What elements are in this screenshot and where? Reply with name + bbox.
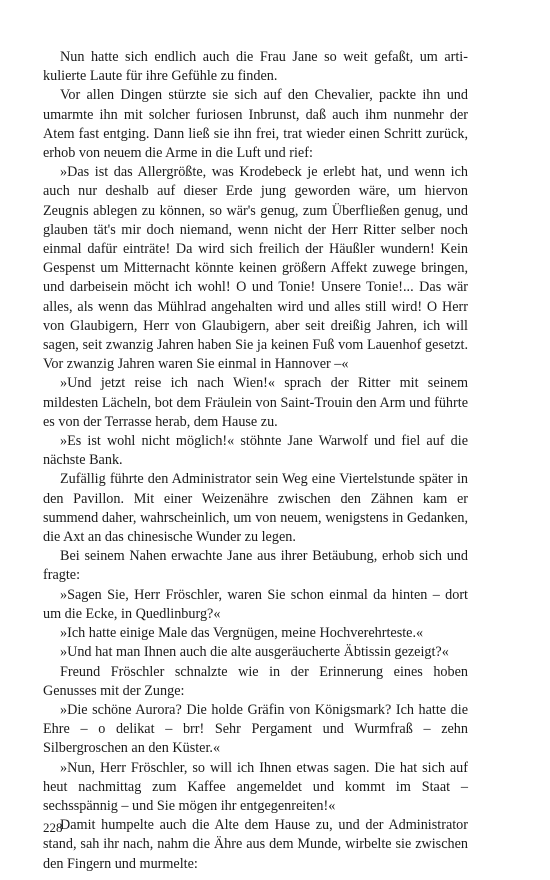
paragraph: »Es ist wohl nicht möglich!« stöhnte Jane Warwolf und fiel auf die nächste Bank. (43, 433, 468, 469)
paragraph: Freund Fröschler schnalzte wie in der Erinnerung eines hoben Genusses mit der Zunge: (43, 663, 468, 699)
page-number: 228 (43, 820, 63, 835)
paragraph: Damit humpelte auch die Alte dem Hause zu, und der Administrator stand, sah ihr nach, nahm die Ähre aus dem Munde, wirbelte sie zwischen den Fingern und murmelte: (43, 817, 468, 872)
page-body (43, 48, 468, 874)
paragraph: Bei seinem Nahen erwachte Jane aus ihrer Betäubung, erhob sich und fragte: (43, 548, 468, 584)
paragraph: »Die schöne Aurora? Die holde Gräfin von Königsmark? Ich hatte die Ehre – o delikat – brr! Sehr Pergament und Wurmfraß – zehn Silbergroschen an den Küster.« (43, 701, 468, 757)
paragraph: »Und hat man Ihnen auch die alte ausgeräucherte Äbtissin gezeigt?« (60, 644, 449, 661)
paragraph: »Das ist das Allergrößte, was Krodebeck je erlebt hat, und wenn ich auch nur deshalb auf dieser Erde jung geworden wäre, um hiervon Zeugnis ablegen zu können, so wär's genug, zum Überfließen genug, und glauben tät's mir doch niemand, wenn nicht der Herr Ritter selber noch einmal dafür einträte! Da wird sich freilich der Häußler wundern! Kein Gespenst um Mitternacht könnte keinen größern Affekt zuwege bringen, und darbeisein möcht ich wohl! O und Tonie! Unsere Tonie!... Das wär alles, als wenn das Mühlrad angehalten wird und alles still wird! O Herr von Glaubigern, Herr von Glaubigern, aber seit dreißig Jahren, ich will sagen, seit zwanzig Jahren haben Sie ja keinen Fuß vom Lauenhof gesetzt. Vor zwanzig Jahren waren Sie einmal in Hannover –« (43, 164, 468, 373)
paragraph: Vor allen Dingen stürzte sie sich auf den Chevalier, packte ihn und umarmte ihn mit solcher furiosen Inbrunst, daß auch ihm nunmehr der Atem fast entging. Dann ließ sie ihn frei, trat wieder einen Schritt zurück, erhob von neuem die Arme in die Luft und rief: (43, 87, 468, 162)
paragraph: »Und jetzt reise ich nach Wien!« sprach der Ritter mit seinem mildesten Lächeln, bot dem Fräulein von Saint-Trouin den Arm und führte es von der Terrasse herab, dem Hause zu. (43, 375, 468, 430)
paragraph: »Sagen Sie, Herr Fröschler, waren Sie schon einmal da hinten – dort um die Ecke, in Quedlinburg?« (43, 586, 468, 622)
paragraph: Nun hatte sich endlich auch die Frau Jane so weit gefaßt, um artikulierte Laute für ihre Gefühle zu finden. (43, 49, 468, 85)
paragraph: »Ich hatte einige Male das Vergnügen, meine Hochverehrteste.« (60, 625, 424, 642)
paragraph: Zufällig führte den Administrator sein Weg eine Viertelstunde später in den Pavillon. Mit einer Weizenähre zwischen den Zähnen kam er summend daher, wahrscheinlich, um von neuem, wenigstens in Gedanken, die Axt an das chinesische Wunder zu legen. (43, 471, 468, 546)
paragraph: »Nun, Herr Fröschler, so will ich Ihnen etwas sagen. Die hat sich auf heut nachmittag zum Kaffee angemeldet und kommt im Staat – sechsspännig – und Sie mögen ihr entgegenreiten!« (43, 759, 468, 814)
